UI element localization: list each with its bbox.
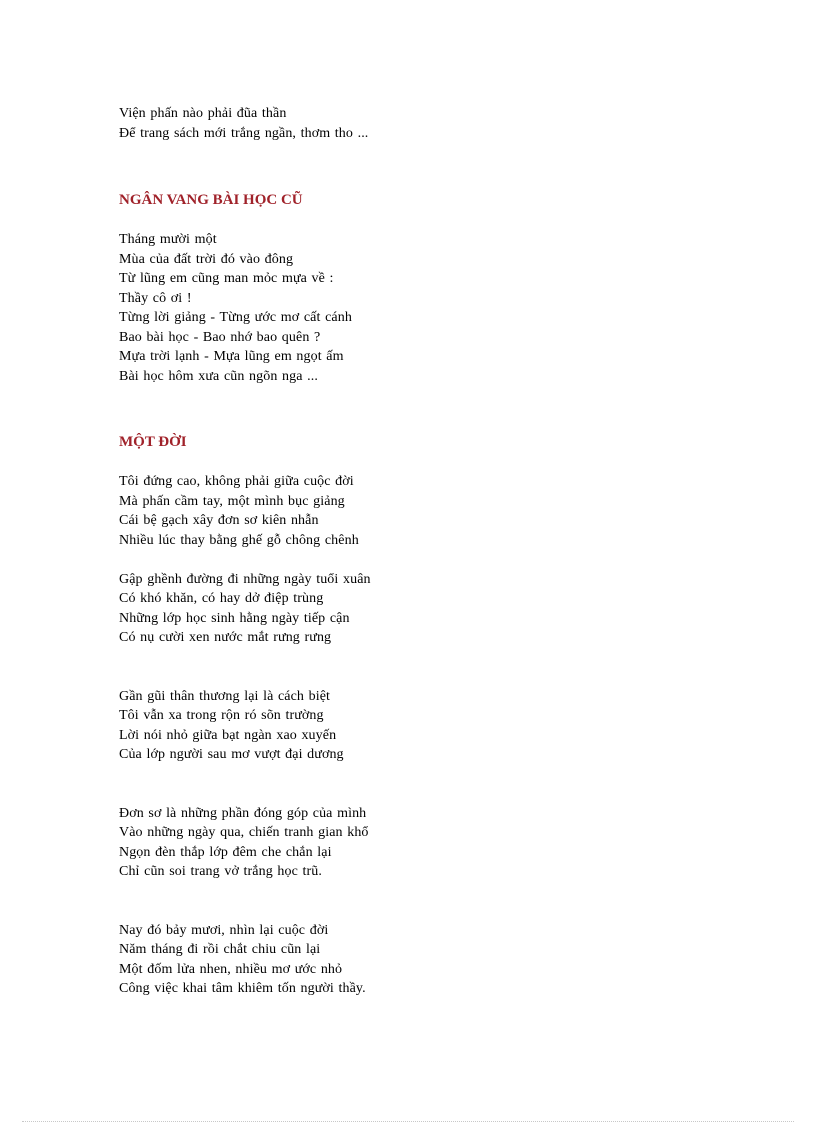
poem2-s4-line-3: Ngọn đèn thắp lớp đêm che chắn lại [119, 844, 332, 860]
poem2-s3-line-1: Gần gũi thân thương lại là cách biệt [119, 688, 331, 704]
poem2-s2-line-4: Có nụ cười xen nước mắt rưng rưng [119, 630, 332, 645]
spacer [119, 452, 739, 472]
poem1-line-1: Tháng mười một [119, 232, 217, 247]
poem2-s1-line-1: Tôi đứng cao, không phải giữa cuộc đời [119, 474, 354, 489]
footer-divider [22, 1121, 794, 1122]
intro-line-2: Để trang sách mới trắng ngần, thơm tho ... [119, 125, 369, 141]
poem2-stanza-1 [119, 472, 739, 550]
poem2-stanza-4 [119, 804, 739, 882]
poem2-s1-line-2: Mà phấn cầm tay, một mình bục giảng [119, 493, 345, 509]
spacer [119, 182, 739, 190]
poem2-s5-line-4: Công việc khai tâm khiêm tốn người thầy. [119, 981, 366, 996]
spacer [119, 550, 739, 570]
poem2-s1-line-3: Cái bệ gạch xây đơn sơ kiên nhẫn [119, 513, 319, 528]
spacer [119, 386, 739, 425]
spacer [119, 425, 739, 432]
poem2-s2-line-1: Gập ghềnh đường đi những ngày tuổi xuân [119, 571, 371, 587]
poem2-s4-line-4: Chỉ cũn soi trang vở trắng học trũ. [119, 864, 322, 879]
poem2-s5-line-3: Một đốm lửa nhen, nhiều mơ ước nhỏ [119, 961, 343, 977]
poem2-s2-line-2: Có khó khăn, có hay dở điệp trùng [119, 591, 324, 606]
poem1-line-6: Bao bài học - Bao nhớ bao quên ? [119, 329, 321, 345]
spacer [119, 882, 739, 921]
poem1-line-7: Mựa trời lạnh - Mựa lũng em ngọt ấm [119, 349, 344, 364]
poem2-s5-line-1: Nay đó bảy mươi, nhìn lại cuộc đời [119, 922, 329, 938]
spacer [119, 143, 739, 182]
poem2-stanza-5 [119, 921, 739, 999]
spacer [119, 648, 739, 687]
poem1-line-3: Từ lũng em cũng man mỏc mựa về : [119, 271, 334, 286]
poem1-title: NGÂN VANG BÀI HỌC CŨ [119, 192, 303, 208]
poem2-s2-line-3: Những lớp học sinh hằng ngày tiếp cận [119, 610, 350, 626]
poem2-stanza-3 [119, 687, 739, 765]
poem1-line-5: Từng lời giảng - Từng ước mơ cất cánh [119, 310, 352, 325]
poem2-s3-line-2: Tôi vẫn xa trong rộn ró sõn trường [119, 708, 324, 723]
intro-line-1: Viện phấn nào phải đũa thần [119, 106, 287, 121]
poem2-s3-line-3: Lời nói nhỏ giữa bạt ngàn xao xuyến [119, 727, 337, 743]
poem1-line-8: Bài học hôm xưa cũn ngõn nga ... [119, 368, 318, 384]
spacer [119, 210, 739, 230]
poem2-s3-line-4: Của lớp người sau mơ vượt đại dương [119, 747, 344, 762]
poem2-s4-line-2: Vào những ngày qua, chiến tranh gian khổ [119, 825, 369, 840]
poem2-title: MỘT ĐỜI [119, 434, 187, 450]
poem2-s5-line-2: Năm tháng đi rồi chắt chiu cũn lại [119, 942, 321, 957]
poem-content [119, 104, 739, 999]
poem1-stanza [119, 230, 739, 386]
spacer [119, 765, 739, 804]
poem2-stanza-2 [119, 570, 739, 648]
poem2-s1-line-4: Nhiều lúc thay bằng ghế gỗ chông chênh [119, 532, 359, 548]
poem1-line-2: Mùa của đất trời đó vào đông [119, 251, 294, 267]
poem1-line-4: Thầy cô ơi ! [119, 290, 192, 306]
poem2-s4-line-1: Đơn sơ là những phần đóng góp của mình [119, 805, 367, 821]
intro-stanza [119, 104, 739, 143]
